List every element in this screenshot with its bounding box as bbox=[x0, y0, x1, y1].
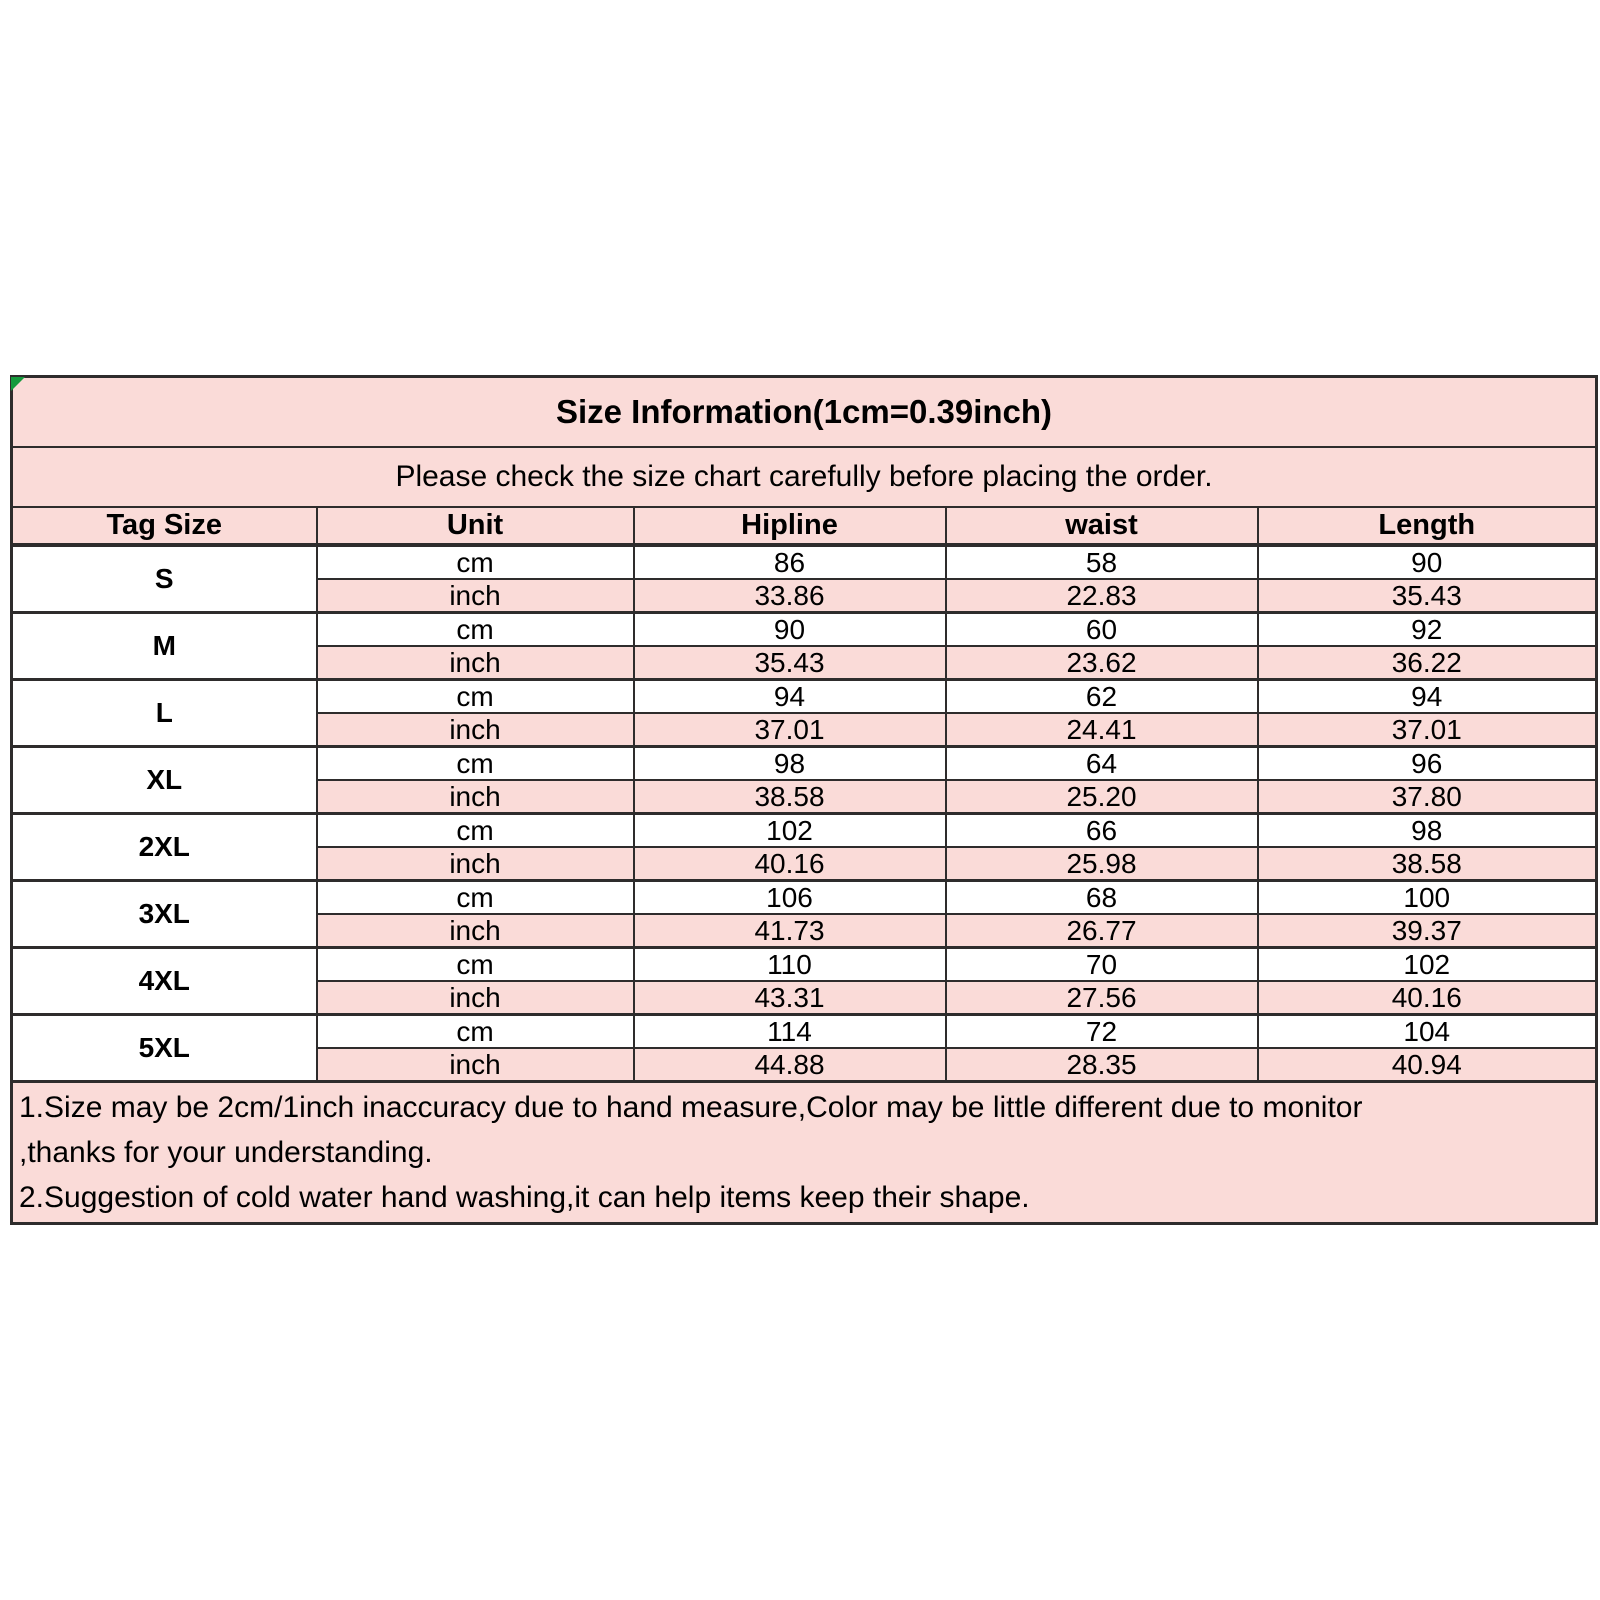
unit-cell: inch bbox=[317, 914, 634, 948]
table-title: Size Information(1cm=0.39inch) bbox=[12, 377, 1597, 447]
length-cm-cell: 94 bbox=[1258, 679, 1597, 713]
length-inch-cell: 35.43 bbox=[1258, 579, 1597, 613]
hipline-cm-cell: 98 bbox=[634, 746, 946, 780]
col-header-length: Length bbox=[1258, 507, 1597, 545]
unit-cell: inch bbox=[317, 713, 634, 747]
unit-cell: cm bbox=[317, 880, 634, 914]
length-inch-cell: 37.80 bbox=[1258, 780, 1597, 814]
tag-size-cell: 5XL bbox=[12, 1014, 317, 1081]
unit-cell: inch bbox=[317, 646, 634, 680]
col-header-unit: Unit bbox=[317, 507, 634, 545]
hipline-inch-cell: 37.01 bbox=[634, 713, 946, 747]
hipline-cm-cell: 114 bbox=[634, 1014, 946, 1048]
unit-cell: cm bbox=[317, 746, 634, 780]
waist-inch-cell: 27.56 bbox=[946, 981, 1258, 1015]
length-cm-cell: 104 bbox=[1258, 1014, 1597, 1048]
unit-cell: inch bbox=[317, 780, 634, 814]
size-chart-table bbox=[10, 375, 1598, 1225]
length-cm-cell: 98 bbox=[1258, 813, 1597, 847]
tag-size-cell: S bbox=[12, 545, 317, 613]
unit-cell: inch bbox=[317, 981, 634, 1015]
note-line-3: 2.Suggestion of cold water hand washing,it can help items keep their shape. bbox=[19, 1180, 1030, 1214]
waist-inch-cell: 25.98 bbox=[946, 847, 1258, 881]
hipline-inch-cell: 33.86 bbox=[634, 579, 946, 613]
hipline-inch-cell: 41.73 bbox=[634, 914, 946, 948]
hipline-cm-cell: 94 bbox=[634, 679, 946, 713]
hipline-cm-cell: 106 bbox=[634, 880, 946, 914]
hipline-inch-cell: 44.88 bbox=[634, 1048, 946, 1082]
length-inch-cell: 38.58 bbox=[1258, 847, 1597, 881]
hipline-inch-cell: 43.31 bbox=[634, 981, 946, 1015]
note-line-1: 1.Size may be 2cm/1inch inaccuracy due to hand measure,Color may be little different due to monitor bbox=[19, 1090, 1363, 1124]
waist-cm-cell: 60 bbox=[946, 612, 1258, 646]
tag-size-cell: 4XL bbox=[12, 947, 317, 1014]
waist-inch-cell: 26.77 bbox=[946, 914, 1258, 948]
tag-size-cell: 3XL bbox=[12, 880, 317, 947]
tag-size-cell: XL bbox=[12, 746, 317, 813]
length-inch-cell: 40.16 bbox=[1258, 981, 1597, 1015]
waist-inch-cell: 28.35 bbox=[946, 1048, 1258, 1082]
length-inch-cell: 39.37 bbox=[1258, 914, 1597, 948]
unit-cell: cm bbox=[317, 947, 634, 981]
waist-inch-cell: 25.20 bbox=[946, 780, 1258, 814]
length-cm-cell: 96 bbox=[1258, 746, 1597, 780]
unit-cell: cm bbox=[317, 813, 634, 847]
waist-cm-cell: 68 bbox=[946, 880, 1258, 914]
tag-size-cell: M bbox=[12, 612, 317, 679]
length-cm-cell: 90 bbox=[1258, 545, 1597, 579]
unit-cell: cm bbox=[317, 679, 634, 713]
length-cm-cell: 102 bbox=[1258, 947, 1597, 981]
hipline-inch-cell: 40.16 bbox=[634, 847, 946, 881]
note-line-2: ,thanks for your understanding. bbox=[19, 1135, 433, 1169]
length-inch-cell: 37.01 bbox=[1258, 713, 1597, 747]
hipline-cm-cell: 102 bbox=[634, 813, 946, 847]
unit-cell: inch bbox=[317, 847, 634, 881]
hipline-cm-cell: 110 bbox=[634, 947, 946, 981]
waist-cm-cell: 70 bbox=[946, 947, 1258, 981]
col-header-waist: waist bbox=[946, 507, 1258, 545]
col-header-tag-size: Tag Size bbox=[12, 507, 317, 545]
waist-cm-cell: 64 bbox=[946, 746, 1258, 780]
hipline-inch-cell: 35.43 bbox=[634, 646, 946, 680]
table-subtitle: Please check the size chart carefully before placing the order. bbox=[12, 447, 1597, 507]
hipline-inch-cell: 38.58 bbox=[634, 780, 946, 814]
hipline-cm-cell: 90 bbox=[634, 612, 946, 646]
unit-cell: inch bbox=[317, 579, 634, 613]
waist-cm-cell: 58 bbox=[946, 545, 1258, 579]
unit-cell: inch bbox=[317, 1048, 634, 1082]
waist-cm-cell: 72 bbox=[946, 1014, 1258, 1048]
waist-inch-cell: 22.83 bbox=[946, 579, 1258, 613]
length-cm-cell: 92 bbox=[1258, 612, 1597, 646]
length-inch-cell: 36.22 bbox=[1258, 646, 1597, 680]
waist-inch-cell: 23.62 bbox=[946, 646, 1258, 680]
unit-cell: cm bbox=[317, 1014, 634, 1048]
unit-cell: cm bbox=[317, 545, 634, 579]
col-header-hipline: Hipline bbox=[634, 507, 946, 545]
hipline-cm-cell: 86 bbox=[634, 545, 946, 579]
tag-size-cell: L bbox=[12, 679, 317, 746]
waist-cm-cell: 62 bbox=[946, 679, 1258, 713]
notes-cell bbox=[12, 1081, 1597, 1223]
length-cm-cell: 100 bbox=[1258, 880, 1597, 914]
tag-size-cell: 2XL bbox=[12, 813, 317, 880]
waist-inch-cell: 24.41 bbox=[946, 713, 1258, 747]
waist-cm-cell: 66 bbox=[946, 813, 1258, 847]
unit-cell: cm bbox=[317, 612, 634, 646]
length-inch-cell: 40.94 bbox=[1258, 1048, 1597, 1082]
